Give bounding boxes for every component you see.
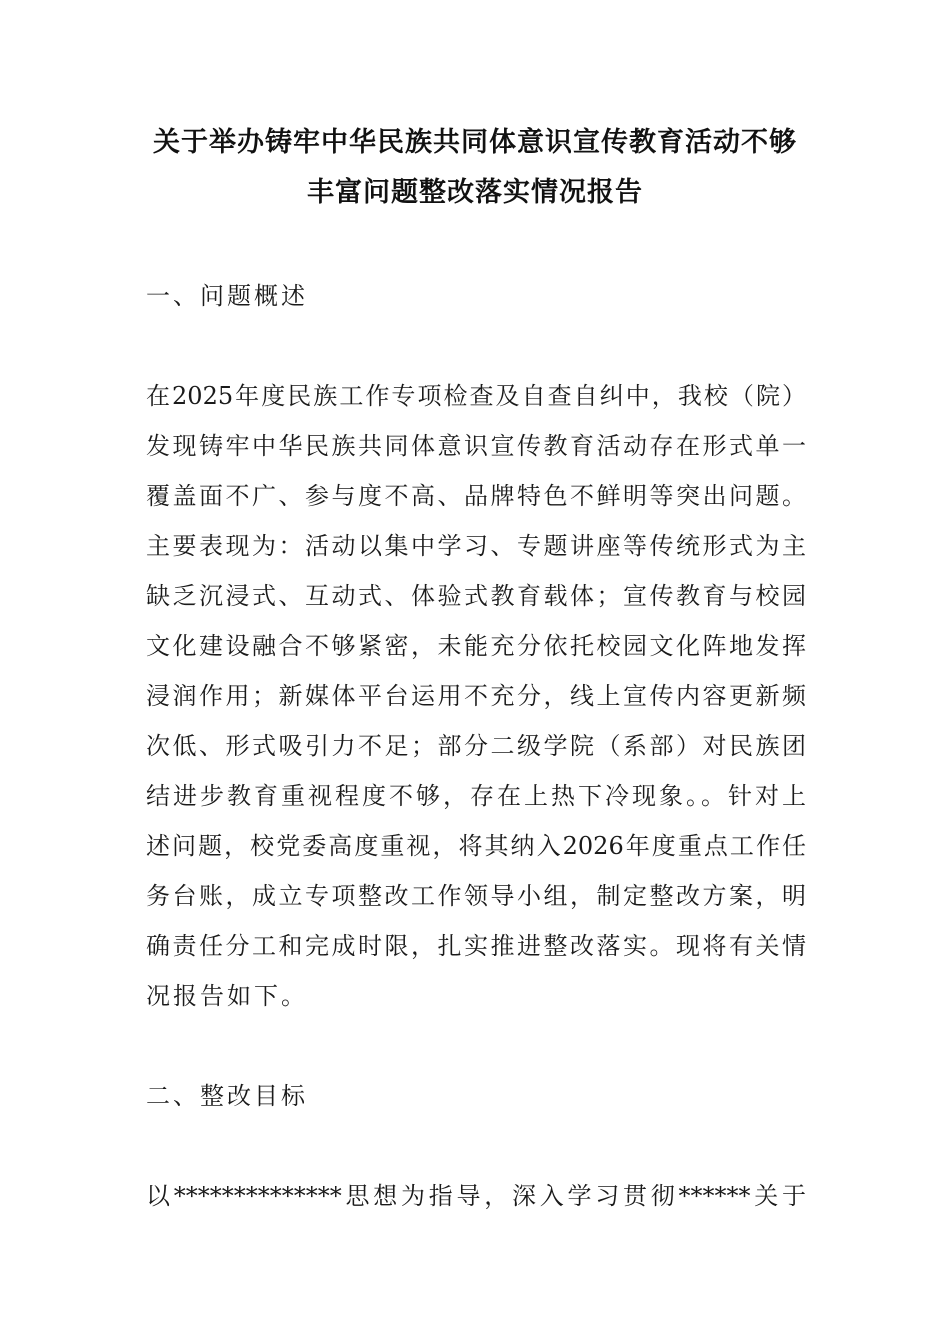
- paragraph-line: 覆盖面不广、参与度不高、品牌特色不鲜明等突出问题。: [146, 482, 806, 510]
- paragraph-line: 缺乏沉浸式、互动式、体验式教育载体；宣传教育与校园: [146, 582, 806, 610]
- section-heading-problem-overview: 一、问题概述: [146, 282, 308, 310]
- paragraph-line: 次低、形式吸引力不足；部分二级学院（系部）对民族团: [146, 732, 806, 760]
- paragraph-line: 以**************思想为指导，深入学习贯彻******关于: [146, 1182, 806, 1210]
- paragraph-line: 文化建设融合不够紧密，未能充分依托校园文化阵地发挥: [146, 632, 806, 660]
- paragraph-line: 发现铸牢中华民族共同体意识宣传教育活动存在形式单一: [146, 432, 806, 460]
- paragraph-line: 况报告如下。: [146, 982, 308, 1010]
- section-heading-rectification-goals: 二、整改目标: [146, 1082, 308, 1110]
- paragraph-line: 述问题，校党委高度重视，将其纳入2026年度重点工作任: [146, 832, 806, 860]
- document-title-line-2: 丰富问题整改落实情况报告: [307, 177, 643, 208]
- paragraph-line: 浸润作用；新媒体平台运用不充分，线上宣传内容更新频: [146, 682, 806, 710]
- document-title-line-1: 关于举办铸牢中华民族共同体意识宣传教育活动不够: [153, 127, 797, 158]
- paragraph-line: 务台账，成立专项整改工作领导小组，制定整改方案，明: [146, 882, 806, 910]
- paragraph-line: 在2025年度民族工作专项检查及自查自纠中，我校（院）: [146, 382, 806, 410]
- paragraph-line: 确责任分工和完成时限，扎实推进整改落实。现将有关情: [146, 932, 806, 960]
- paragraph-line: 主要表现为：活动以集中学习、专题讲座等传统形式为主: [146, 532, 806, 560]
- paragraph-line: 结进步教育重视程度不够，存在上热下冷现象。。针对上: [146, 782, 806, 810]
